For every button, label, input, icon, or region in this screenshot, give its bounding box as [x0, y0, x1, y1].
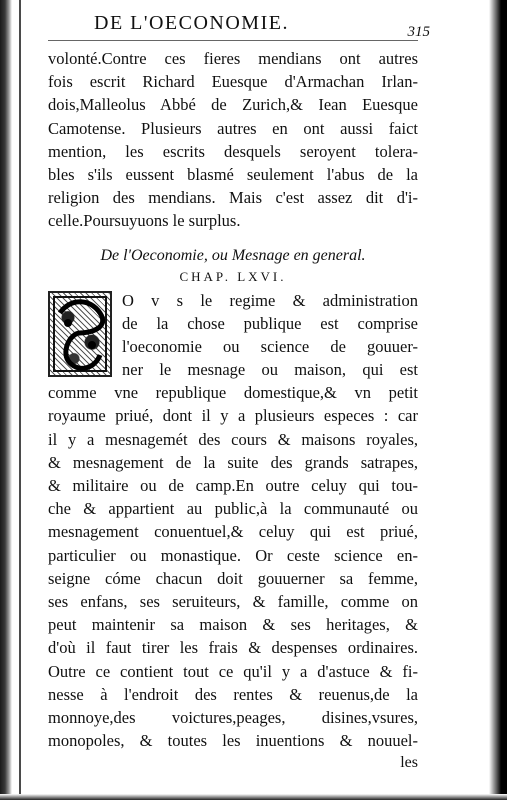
text-line: royaume priué, dont il y a plusieurs especes : car	[48, 406, 418, 426]
scan-edge-bottom	[0, 794, 507, 800]
text-line: O v s le regime & administration	[122, 290, 418, 310]
text-line: nesse à l'endroit des rentes & reuenus,de la	[48, 684, 418, 704]
text-line: volonté.Contre ces fieres mendians ont autres	[48, 49, 418, 68]
text-line: ner le mesnage ou maison, qui est	[122, 360, 418, 380]
text-line: & militaire ou de camp.En outre celuy qui tou-	[48, 476, 418, 495]
text-line: ses enfans, ses seruiteurs, & famille, comme on	[48, 591, 418, 611]
text-line: Outre ce contient tout ce qu'il y a d'astuce & fi-	[48, 661, 418, 681]
ornamental-initial-icon	[48, 291, 112, 377]
text-line: mesnagement conuentuel,& celuy qui est priué,	[48, 522, 418, 542]
text-line: mention, les escrits desquels seroyent tolera-	[48, 141, 418, 161]
chapter-body	[48, 381, 418, 752]
text-line: dois,Malleolus Abbé de Zurich,& Iean Euesque	[48, 95, 418, 115]
running-head	[48, 10, 430, 41]
text-line: Camotense. Plusieurs autres en ont aussi faict	[48, 118, 418, 138]
text-line: & mesnagement de la suite des grands satrapes,	[48, 452, 418, 472]
chapter-label: CHAP. LXVI.	[179, 268, 287, 284]
text-line: peut maintenir sa maison & ses heritages, &	[48, 615, 418, 635]
text-line: monnoye,des voictures,peages, disines,vsures,	[48, 707, 418, 727]
chapter-title: De l'Oeconomie, ou Mesnage en general.	[100, 246, 366, 264]
text-line: che & appartient au public,à la communauté ou	[48, 499, 418, 519]
text-line: d'où il faut tirer les frais & despenses ordinaires.	[48, 638, 418, 658]
text-line: fois escrit Richard Euesque d'Armachan Irlan-	[48, 72, 418, 92]
chapter-opening	[48, 289, 418, 382]
text-line: comme vne republique domestique,& vn petit	[48, 383, 418, 403]
text-line: de la chose publique est comprise	[122, 313, 418, 333]
scan-edge-left	[0, 0, 12, 800]
text-line: bles s'ils eussent blasmé seulement l'abus de la	[48, 164, 418, 184]
text-line: monopoles, & toutes les inuentions & nouuel-	[48, 731, 418, 751]
text-line: l'oeconomie ou science de gouuer-	[122, 336, 418, 356]
book-page	[48, 10, 430, 774]
scan-edge-right	[489, 0, 507, 800]
catchword: les	[400, 754, 418, 772]
text-line: celle.Poursuyuons le surplus.	[48, 211, 241, 231]
previous-chapter-ending	[48, 47, 418, 233]
text-line: particulier ou monastique. Or ceste science en-	[48, 545, 418, 565]
running-title: DE L'OECONOMIE.	[94, 12, 289, 34]
text-line: religion des mendians. Mais c'est assez dit d'i-	[48, 188, 418, 208]
text-line: seigne cóme chacun doit gouuerner sa femme,	[48, 568, 418, 588]
page-number: 315	[407, 24, 430, 40]
text-line: il y a mesnagemét des cours & maisons royales,	[48, 429, 418, 449]
gutter-line	[19, 0, 21, 800]
